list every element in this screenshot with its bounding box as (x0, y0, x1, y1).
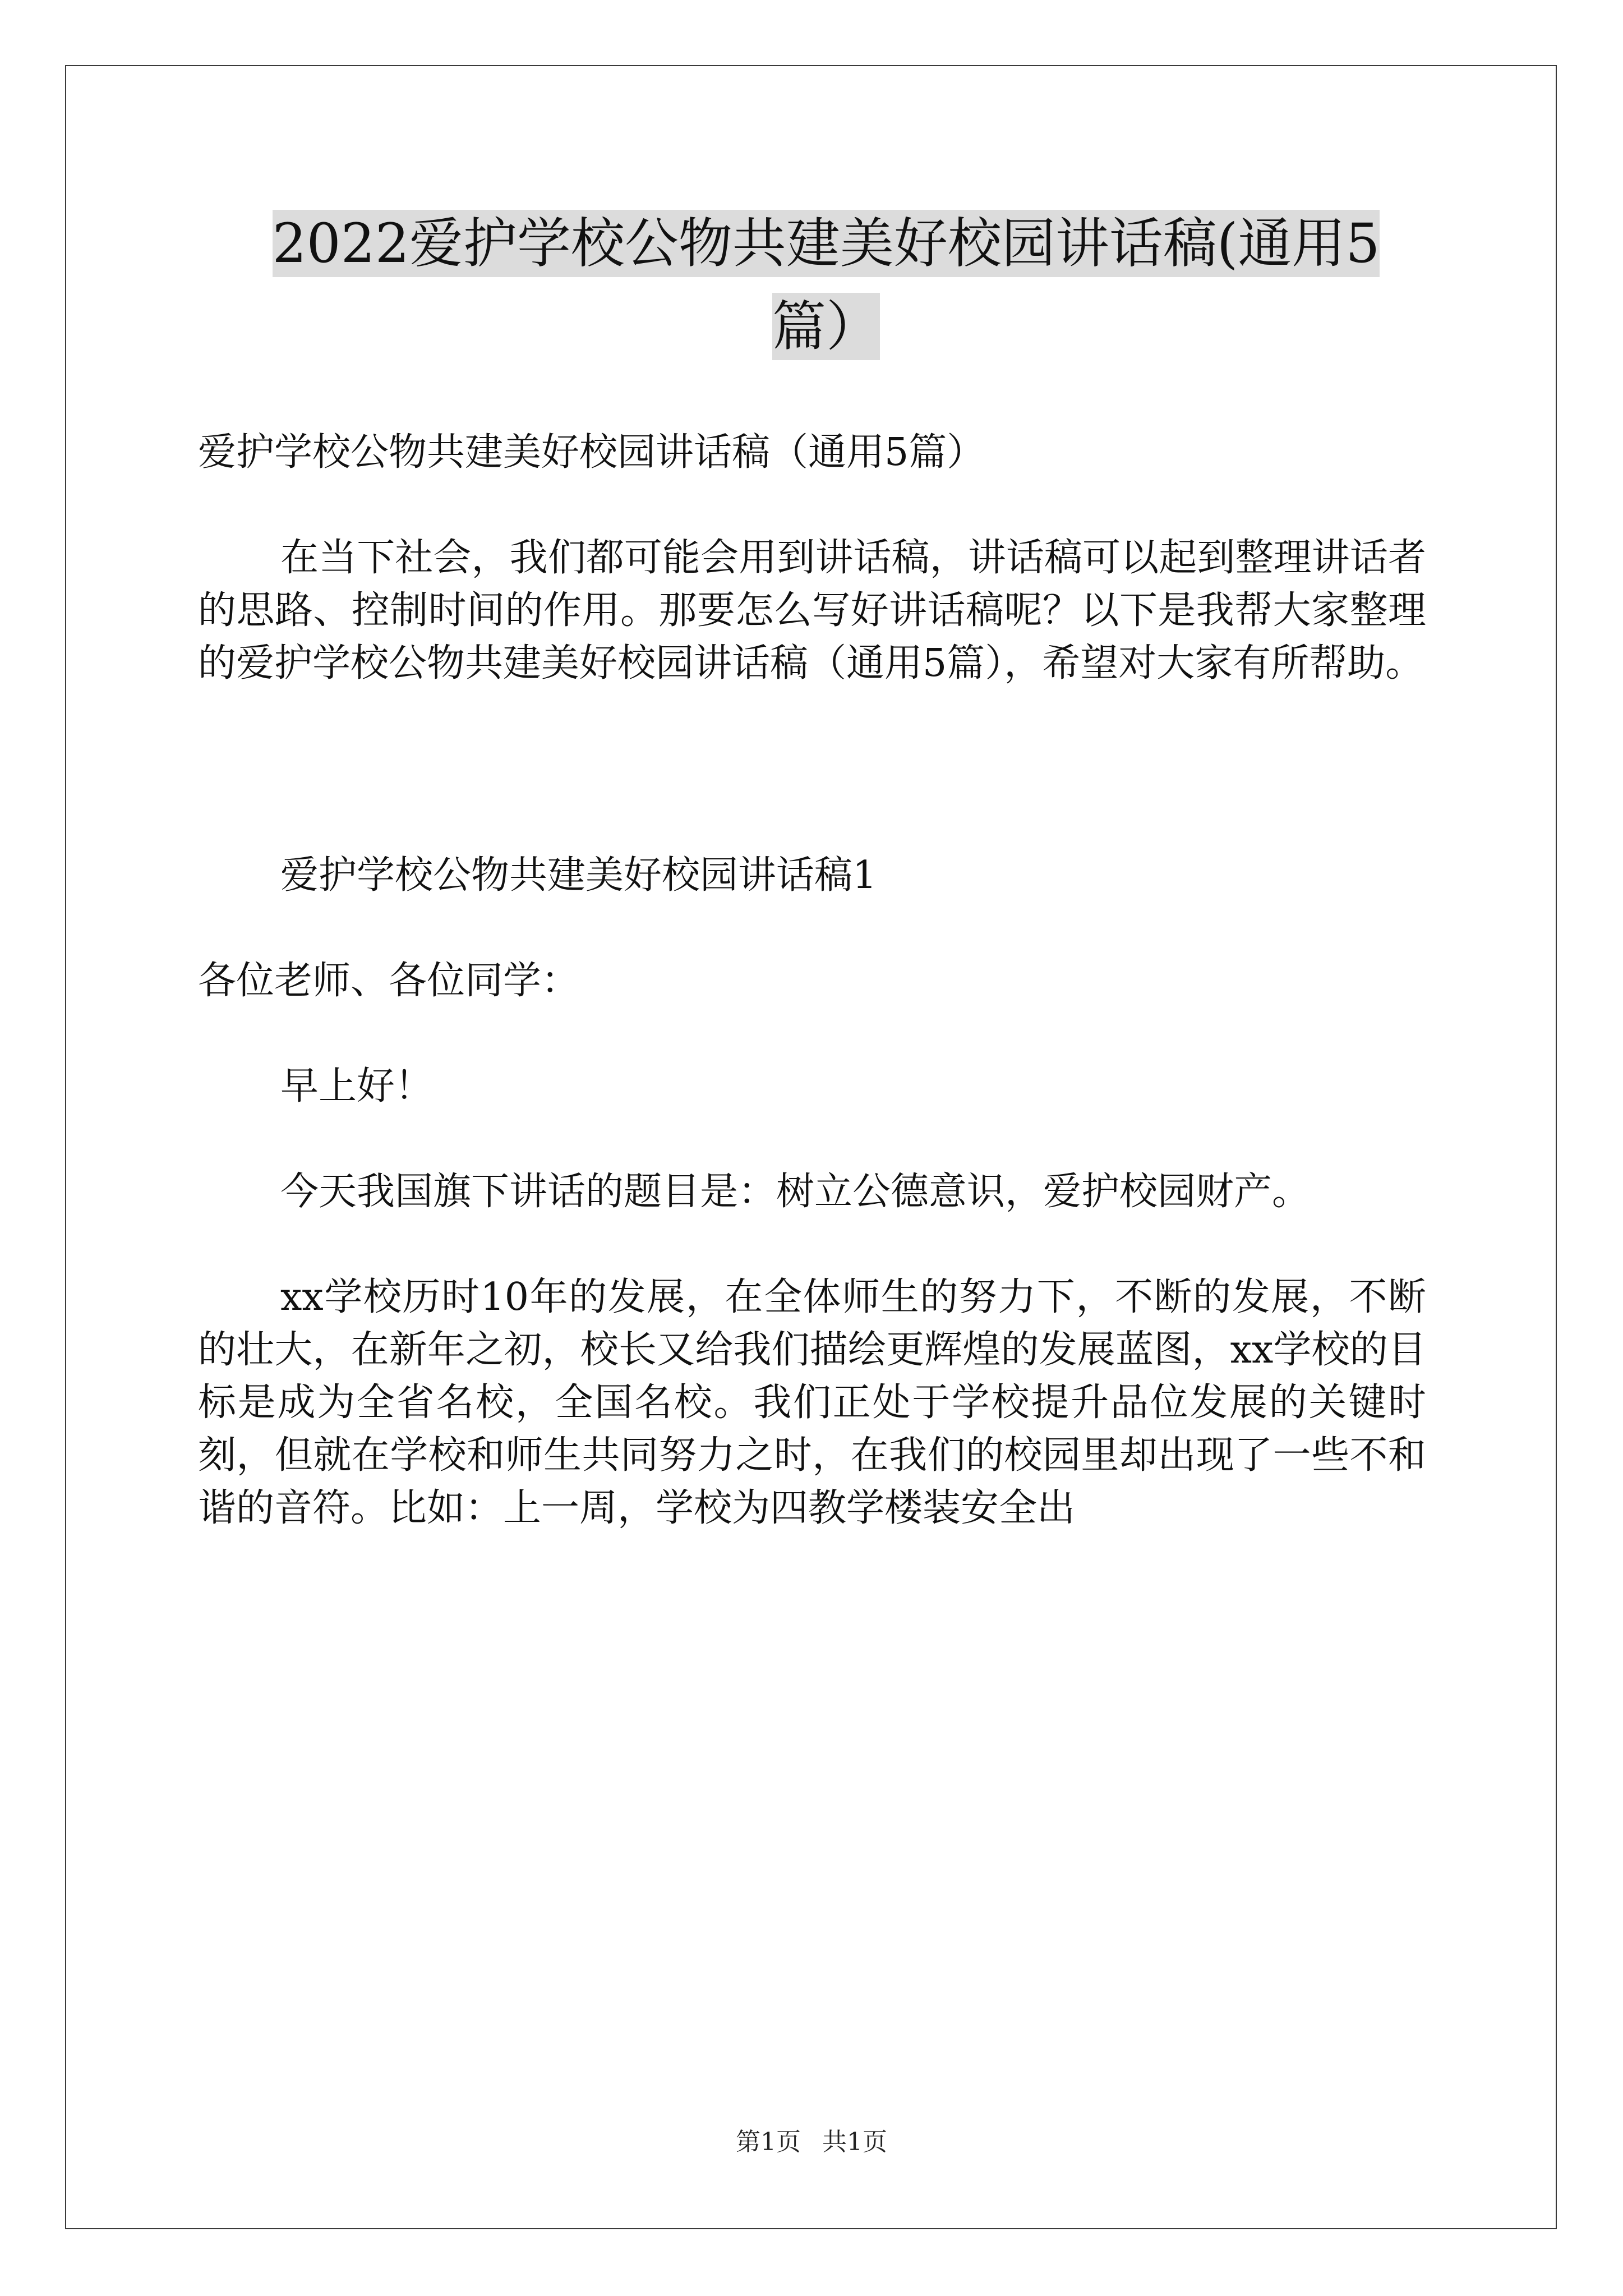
page-total: 共1页 (822, 2128, 887, 2156)
document-title (198, 202, 1454, 368)
subtitle: 爱护学校公物共建美好校园讲话稿（通用5篇） (198, 430, 985, 475)
morning-greeting: 早上好！ (280, 1064, 434, 1108)
title-line-1: 2022爱护学校公物共建美好校园讲话稿(通用5 (273, 210, 1380, 277)
document-body (198, 426, 1426, 1588)
section-heading: 爱护学校公物共建美好校园讲话稿1 (280, 853, 877, 898)
intro-paragraph: 在当下社会，我们都可能会用到讲话稿，讲话稿可以起到整理讲话者的思路、控制时间的作用。那要怎么写好讲话稿呢？以下是我帮大家整理的爱护学校公物共建美好校园讲话稿（通用5篇），希望对大家有所帮助。 (198, 536, 1426, 685)
body-paragraph: 今天我国旗下讲话的题目是：树立公德意识，爱护校园财产。 (280, 1170, 1311, 1214)
body-paragraph: xx学校历时10年的发展，在全体师生的努力下，不断的发展，不断的壮大，在新年之初，校长又给我们描绘更辉煌的发展蓝图，xx学校的目标是成为全省名校，全国名校。我们正处于学校提升品位发展的关键时刻，但就在学校和师生共同努力之时，在我们的校园里却出现了一些不和谐的音符。比如：上一周，学校为四教学楼装安全出 (198, 1275, 1426, 1530)
title-line-2: 篇） (772, 293, 880, 360)
page-number: 第1页 (736, 2128, 801, 2156)
page-footer (0, 2122, 1623, 2157)
greeting: 各位老师、各位同学： (198, 959, 580, 1003)
